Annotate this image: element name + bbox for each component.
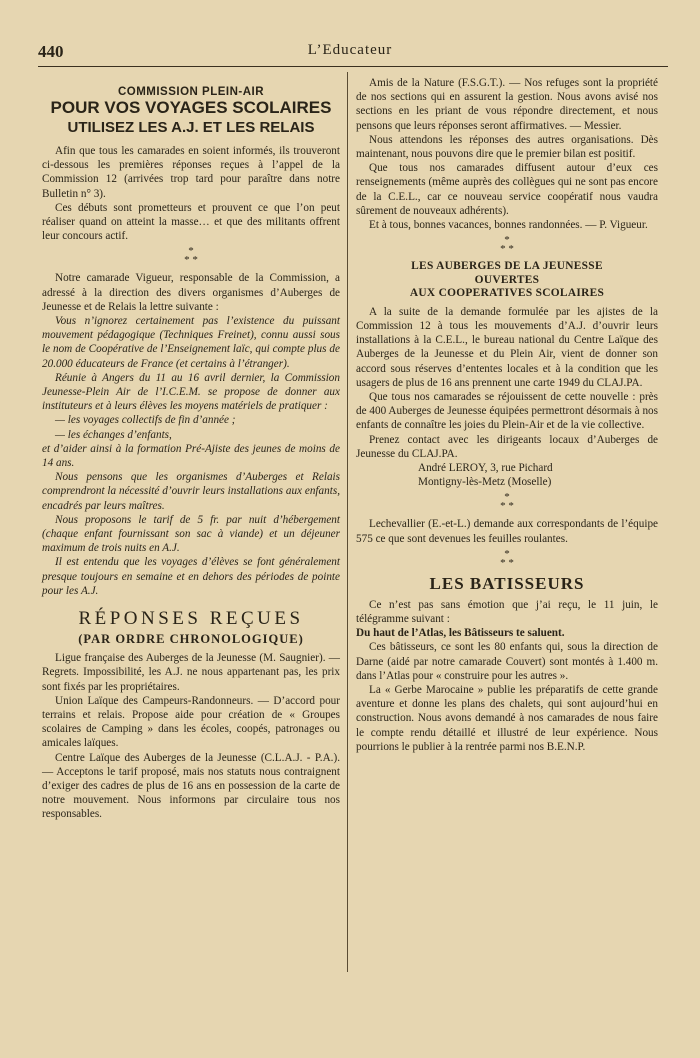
closing-paragraph: Que tous nos camarades diffusent autour d’eux ces renseignements (même auprès des collègues qui ne sont pas encore de la C.E.L., car ce nouveau service coopératif nous vaudra sûrement de nouveaux adhérents). [356,162,658,217]
auberges-paragraph: A la suite de la demande formulée par les ajistes de la Commission 12 à tous les mouvements d’A.J. d’ouvrir leurs installations à la C.E.L., le bureau national du Centre Laïque des Auberges de la Jeunesse et du Plein Air, vient de donner son accord sous réserves d’ententes locales et à la condition que les usagers de plus de 16 ans prennent une carte 1949 du CLAJ.PA. [356,305,658,389]
auberges-paragraph: Que tous nos camarades se réjouissent de cette nouvelle : près de 400 Auberges de Jeunesse équipées permettront désormais à nos enfants de connaître les joies du Plein-Air et de la vie collective. [356,390,658,432]
right-column [356,76,658,754]
auberges-title-line: OUVERTES [474,273,540,286]
letter-paragraph: Nous proposons le tarif de 5 fr. par nuit d’hébergement (chaque enfant fournissant son sac à viande) et un déjeuner maximum de trois nuits en A.J. [42,513,340,555]
auberges-paragraph: Prenez contact avec les dirigeants locaux d’Auberges de Jeunesse du CLAJ.PA. [356,433,658,460]
letter-paragraph: et d’aider ainsi à la formation Pré-Ajiste des jeunes de moins de 14 ans. [42,442,340,470]
section-separator-stars: * * * [500,491,514,513]
running-title: L’Educateur [307,42,393,58]
auberges-title [356,260,658,301]
letter-paragraph: Réunie à Angers du 11 au 16 avril dernier, la Commission Jeunesse-Plein Air de l’I.C.E.M. se propose de donner aux instituteurs et à leurs élèves les moyens matériels de pratiquer : [42,371,340,413]
responses-title: RÉPONSES REÇUES [78,608,304,630]
batisseurs-title: LES BATISSEURS [429,573,585,593]
auberges-title-line: AUX COOPERATIVES SCOLAIRES [409,287,605,300]
article-title-line-1: POUR VOS VOYAGES SCOLAIRES [50,98,332,117]
section-separator-stars: * * * [184,245,198,267]
letter-intro: Notre camarade Vigueur, responsable de la Commission, a adressé à la direction des divers organismes d’Auberges de Jeunesse et de Relais la lettre suivante : [42,272,340,313]
section-separator-stars: * * * [500,547,514,569]
column-divider [347,72,348,972]
left-column [42,76,340,822]
article-title-line-2: UTILISEZ LES A.J. ET LES RELAIS [67,119,315,136]
batisseurs-telegram: Du haut de l’Atlas, les Bâtisseurs te saluent. [356,627,565,640]
closing-paragraph: Et à tous, bonnes vacances, bonnes randonnées. — P. Vigueur. [369,219,648,232]
response-item: Centre Laïque des Auberges de la Jeunesse (C.L.A.J. - P.A.). — Acceptons le tarif proposé, mais nos statuts nous contraignent d’exiger des cadres de plus de 16 ans en possession de la carte de notre mouvement. Nous informons par circulaire tous nos responsables. [42,751,340,821]
closing-paragraph: Nous attendons les réponses des autres organisations. Dès maintenant, nous pouvons dire que le premier bilan est positif. [356,133,658,161]
letter-paragraph: Nous pensons que les organismes d’Auberges et Relais comprendront la nécessité d’ouvrir leurs installations aux enfants, encadrés par leurs maîtres. [42,471,340,512]
response-item: Union Laïque des Campeurs-Randonneurs. — D’accord pour terrains et relais. Propose aide pour création de « Groupes scolaires de Camping » dans les écoles, coopés, patronages ou amicales laïques. [42,694,340,750]
intro-paragraph: Ces débuts sont prometteurs et prouvent ce que l’on peut réaliser quand on atteint la masse… et que des militants offrent leur concours actif. [42,201,340,243]
auberges-title-line: LES AUBERGES DE LA JEUNESSE [411,260,603,273]
response-item: Ligue française des Auberges de la Jeunesse (M. Saugnier). — Regrets. Impossibilité, les A.J. ne nous appartenant pas, les prix sont fixés par les propriétaires. [42,652,340,693]
header-rule [38,66,668,67]
signature-address: Montigny-lès-Metz (Moselle) [418,476,552,489]
response-item: Amis de la Nature (F.S.G.T.). — Nos refuges sont la propriété de nos sections qui en assurent la gestion. Nous avons avisé nos sections en les priant de vous répondre directement, et nous pensons que leurs réponses seront affirmatives. — Messier. [356,77,658,132]
signature-name: André LEROY, 3, rue Pichard [418,461,553,474]
section-separator-stars: * * * [500,234,514,256]
letter-list-item: — les voyages collectifs de fin d’année ; [55,414,236,427]
page-number: 440 [38,42,64,61]
batisseurs-paragraph: Ce n’est pas sans émotion que j’ai reçu, le 11 juin, le télégramme suivant : [356,598,658,625]
batisseurs-paragraph: La « Gerbe Marocaine » publie les préparatifs de cette grande aventure et donne les plans des chalets, qui sont aujourd’hui en construction. Nous avons demandé à nos camarades de nous faire le compte rendu détaillé et illustré de leur expérience. Nous pourrions le publier à la rentrée parmi nos B.E.N.P. [356,684,658,753]
batisseurs-paragraph: Ces bâtisseurs, ce sont les 80 enfants qui, sous la direction de Darne (aidé par notre camarade Couvert) sont montés à 1.400 m. dans l’Atlas pour « construire pour les autres ». [356,641,658,682]
letter-paragraph: Vous n’ignorez certainement pas l’existence du puissant mouvement pédagogique (Techniques Freinet), connu aussi sous le nom de Coopérative de l’Enseignement laïc, qui compte plus de 20.000 éducateurs de France (et certains à l’étranger). [42,315,340,370]
section-kicker: COMMISSION PLEIN-AIR [117,86,265,98]
responses-subtitle: (PAR ORDRE CHRONOLOGIQUE) [78,632,304,647]
intro-paragraph: Afin que tous les camarades en soient informés, ils trouveront ci-dessous les premières réponses reçues à l’appel de la Commission 12 (arrivées trop tard pour paraître dans notre Bulletin n° 3). [42,145,340,200]
lechevallier-note: Lechevallier (E.-et-L.) demande aux correspondants de l’équipe 575 ce que sont devenues les feuilles roulantes. [356,518,658,545]
letter-list-item: — les échanges d’enfants, [55,428,172,441]
letter-paragraph: Il est entendu que les voyages d’élèves se font généralement presque toujours en semaine et en dehors des périodes de pointe pour les A.J. [42,556,340,597]
